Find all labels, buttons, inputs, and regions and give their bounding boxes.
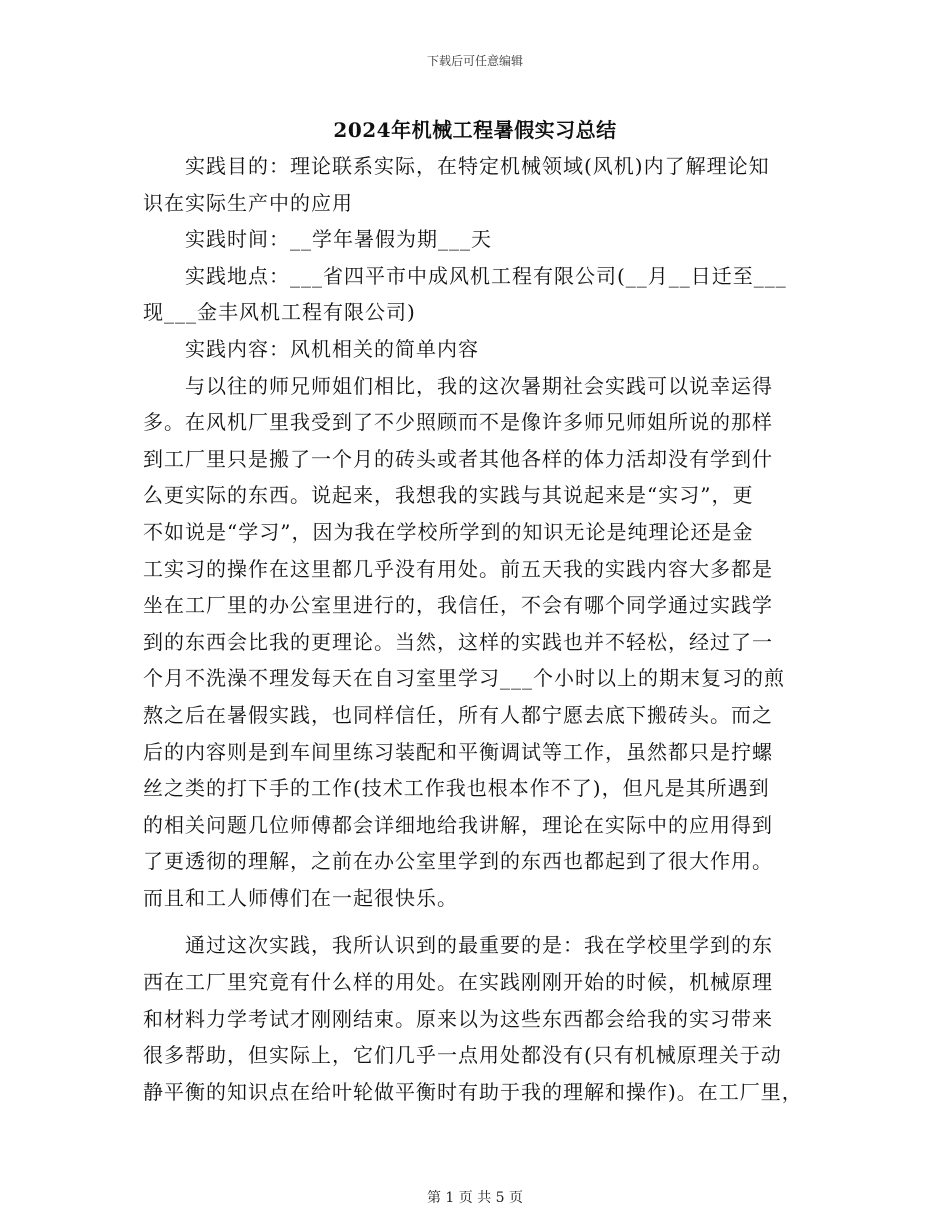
text-line: 不如说是“学习”，因为我在学校所学到的知识无论是纯理论还是金 — [143, 519, 754, 544]
text-line: 和材料力学考试才刚刚结束。原来以为这些东西都会给我的实习带来 — [143, 1006, 773, 1031]
text-line: 实践目的：理论联系实际，在特定机械领域(风机)内了解理论知 — [143, 154, 770, 178]
page-number: 第 1 页 共 5 页 — [426, 1190, 524, 1206]
document-body — [143, 148, 833, 1110]
text-line: 个月不洗澡不理发每天在自习室里学习___个小时以上的期末复习的煎 — [143, 666, 785, 691]
text-line: 坐在工厂里的办公室里进行的，我信任，不会有哪个同学通过实践学 — [143, 593, 773, 618]
text-line: 了更透彻的理解，之前在办公室里学到的东西也都起到了很大作用。 — [143, 849, 773, 874]
text-line: 识在实际生产中的应用 — [143, 190, 353, 215]
text-line: 而且和工人师傅们在一起很快乐。 — [143, 885, 458, 910]
text-line: 静平衡的知识点在给叶轮做平衡时有助于我的理解和操作)。在工厂里， — [143, 1079, 803, 1104]
text-line: 很多帮助，但实际上，它们几乎一点用处都没有(只有机械原理关于动 — [143, 1043, 782, 1068]
text-line: 后的内容则是到车间里练习装配和平衡调试等工作，虽然都只是拧螺 — [143, 739, 773, 764]
text-line: 多。在风机厂里我受到了不少照顾而不是像许多师兄师姐所说的那样 — [143, 410, 773, 435]
text-line: 熬之后在暑假实践，也同样信任，所有人都宁愿去底下搬砖头。而之 — [143, 702, 773, 727]
text-line: 西在工厂里究竟有什么样的用处。在实践刚刚开始的时候，机械原理 — [143, 970, 773, 995]
text-line: 工实习的操作在这里都几乎没有用处。前五天我的实践内容大多都是 — [143, 556, 773, 581]
text-line: 的相关问题几位师傅都会详细地给我讲解，理论在实际中的应用得到 — [143, 812, 773, 837]
text-line: 与以往的师兄师姐们相比，我的这次暑期社会实践可以说幸运得 — [143, 373, 773, 398]
text-line: 通过这次实践，我所认识到的最重要的是：我在学校里学到的东 — [143, 933, 773, 958]
text-line: 么更实际的东西。说起来，我想我的实践与其说起来是“实习”，更 — [143, 483, 754, 508]
paragraph-gap — [143, 916, 833, 927]
text-line: 到工厂里只是搬了一个月的砖头或者其他各样的体力活却没有学到什 — [143, 446, 773, 471]
text-line: 实践地点：___省四平市中成风机工程有限公司(__月__日迁至___ — [143, 263, 787, 288]
document-title: 2024年机械工程暑假实习总结 — [333, 118, 617, 142]
text-line: 实践内容：风机相关的简单内容 — [143, 336, 479, 361]
text-line: 现___金丰风机工程有限公司) — [143, 300, 416, 325]
page-header-note: 下载后可任意编辑 — [426, 54, 523, 68]
text-line: 丝之类的打下手的工作(技术工作我也根本作不了)，但凡是其所遇到 — [143, 776, 770, 801]
text-line: 到的东西会比我的更理论。当然，这样的实践也并不轻松，经过了一 — [143, 629, 773, 654]
text-line: 实践时间：__学年暑假为期___天 — [143, 227, 492, 252]
